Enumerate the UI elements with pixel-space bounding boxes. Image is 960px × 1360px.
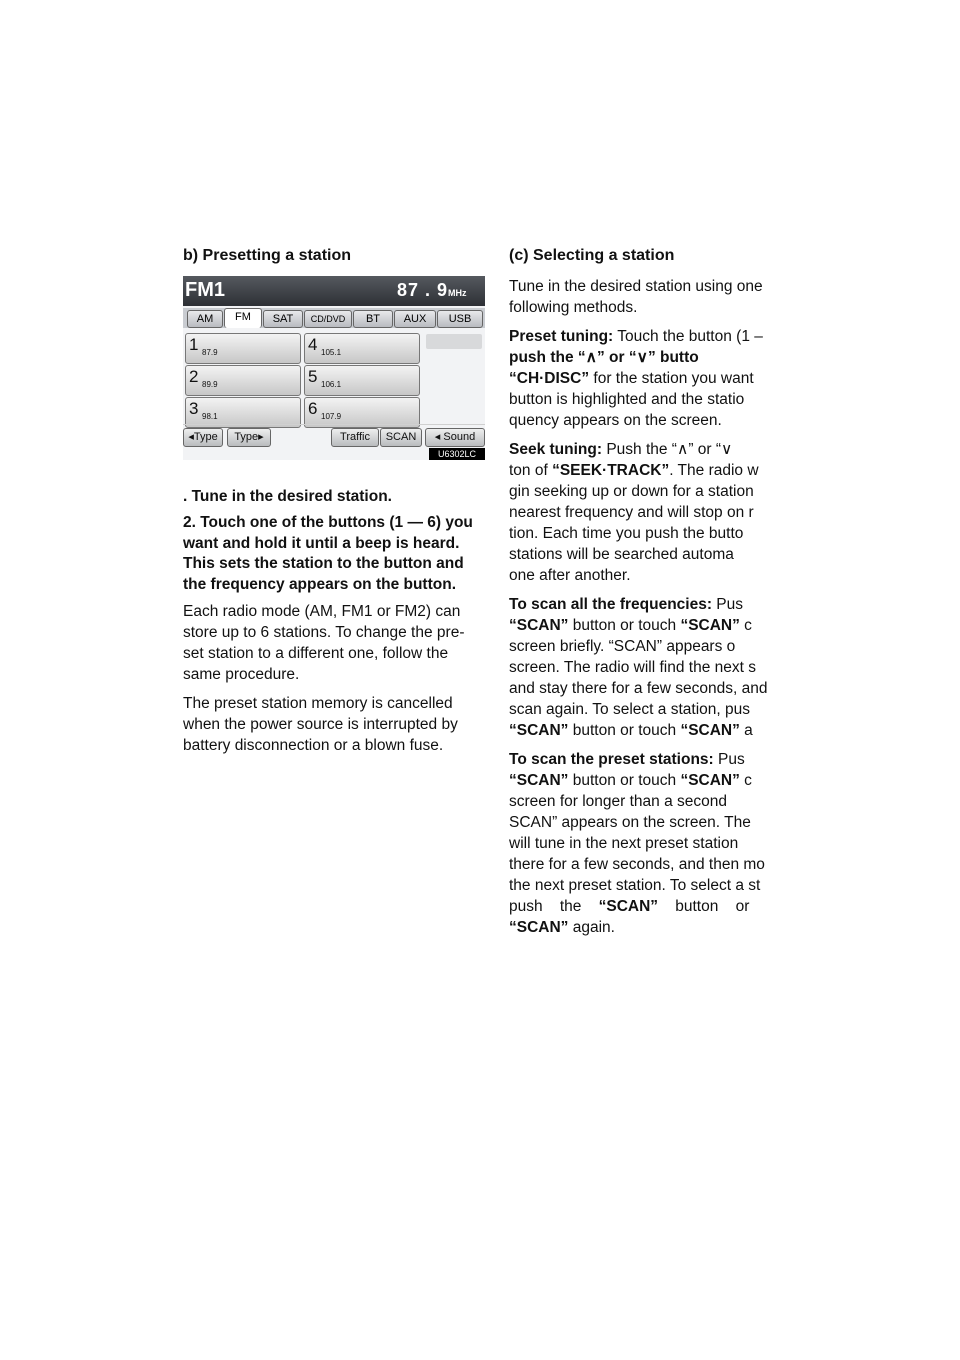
step-1: . Tune in the desired station. — [183, 488, 392, 505]
term-seek-tuning: Seek tuning: — [509, 441, 603, 458]
preset-frequency: 87.9 — [202, 348, 218, 357]
preset-button-5[interactable] — [304, 365, 420, 396]
tab-aux[interactable]: AUX — [394, 310, 436, 328]
paragraph-line: Each radio mode (AM, FM1 or FM2) can — [183, 603, 461, 620]
text-span: Touch the button (1 – — [613, 328, 763, 345]
step-2 — [183, 513, 488, 595]
figure-code: U6302LC — [429, 448, 485, 460]
term-scan-all: To scan all the frequencies: — [509, 596, 712, 613]
paragraph-line — [509, 439, 772, 460]
tab-bt[interactable]: BT — [353, 310, 393, 328]
paragraph-line: stations will be searched automa — [509, 546, 734, 563]
left-column — [183, 246, 488, 754]
tab-fm[interactable]: FM — [224, 308, 262, 328]
preset-frequency: 98.1 — [202, 412, 218, 421]
text-span: “SCAN” — [509, 919, 569, 936]
divider — [183, 424, 485, 425]
paragraph-line: gin seeking up or down for a station — [509, 483, 754, 500]
paragraph-memory — [183, 601, 488, 685]
text-span: c — [739, 617, 752, 634]
sound-button[interactable]: ◂ Sound — [425, 428, 485, 447]
text-span: “SEEK·TRACK” — [552, 462, 670, 479]
tab-usb[interactable]: USB — [437, 310, 483, 328]
paragraph-line: same procedure. — [183, 666, 300, 683]
text-span: button or — [658, 898, 750, 915]
paragraph-line: tion. Each time you push the butto — [509, 525, 744, 542]
text-span: “SCAN” — [680, 772, 740, 789]
paragraph-line: quency appears on the screen. — [509, 412, 722, 429]
type-prev-button[interactable]: ◂Type — [183, 428, 223, 447]
paragraph-line — [509, 347, 772, 368]
preset-frequency: 105.1 — [321, 348, 342, 357]
paragraph-line — [509, 615, 772, 636]
paragraph-line — [509, 770, 772, 791]
paragraph-cancel — [183, 693, 488, 756]
paragraph-line: store up to 6 stations. To change the pre- — [183, 624, 465, 641]
text-span: Push the “∧” or “∨ — [602, 441, 733, 458]
preset-button-4[interactable] — [304, 333, 420, 364]
preset-frequency: 106.1 — [321, 380, 342, 389]
preset-number: 4 — [308, 335, 318, 354]
paragraph-line — [509, 594, 772, 615]
text-span: push the — [509, 898, 599, 915]
step-2-line: This sets the station to the button and — [183, 555, 464, 572]
text-span: ton of — [509, 462, 553, 479]
type-next-button[interactable]: Type▸ — [227, 428, 271, 447]
paragraph-line: there for a few seconds, and then mo — [509, 856, 765, 873]
radio-top-bar — [183, 276, 485, 306]
paragraph-line: nearest frequency and will stop on r — [509, 504, 754, 521]
paragraph-line: Tune in the desired station using one — [509, 278, 763, 295]
text-span: “SCAN” — [509, 772, 569, 789]
step-2-line: 2. Touch one of the buttons (1 — 6) you — [183, 514, 473, 531]
text-span: “SCAN” — [598, 898, 659, 915]
radio-bottom-bar — [183, 428, 485, 446]
text-span: “SCAN” — [680, 722, 740, 739]
scan-button[interactable]: SCAN — [380, 428, 422, 447]
paragraph-line: when the power source is interrupted by — [183, 716, 458, 733]
preset-number: 6 — [308, 399, 318, 418]
term-preset-tuning: Preset tuning: — [509, 328, 614, 345]
text-span: “SCAN” — [509, 617, 569, 634]
band-label: FM1 — [185, 279, 225, 301]
tab-cd-dvd[interactable]: CD/DVD — [304, 310, 352, 328]
right-column — [509, 246, 772, 936]
text-span: “CH·DISC” — [509, 370, 590, 387]
paragraph-line — [509, 749, 772, 770]
text-span: “SCAN” — [509, 722, 569, 739]
paragraph-line: button is highlighted and the statio — [509, 391, 745, 408]
text-span: again. — [568, 919, 615, 936]
blank-indicator — [426, 334, 482, 349]
paragraph-scan-all — [509, 594, 772, 741]
term-scan-preset: To scan the preset stations: — [509, 751, 714, 768]
frequency-value: 87 . 9 — [397, 280, 449, 300]
paragraph-line — [509, 368, 772, 389]
paragraph-scan-preset — [509, 749, 772, 938]
preset-number: 1 — [189, 335, 199, 354]
paragraph-line — [509, 460, 772, 481]
paragraph-line: the next preset station. To select a st — [509, 877, 761, 894]
text-span: for the station you want — [589, 370, 754, 387]
paragraph-line — [509, 326, 772, 347]
paragraph-line: SCAN” appears on the screen. The — [509, 814, 751, 831]
paragraph-line: scan again. To select a station, pus — [509, 701, 750, 718]
text-span: c — [739, 772, 752, 789]
preset-frequency: 89.9 — [202, 380, 218, 389]
text-span: Pus — [713, 751, 745, 768]
section-heading-presetting: b) Presetting a station — [183, 247, 352, 264]
source-tabs — [183, 308, 485, 328]
paragraph-line — [509, 720, 772, 741]
preset-number: 3 — [189, 399, 199, 418]
text-span: button or touch — [568, 617, 681, 634]
paragraph-line: following methods. — [509, 299, 638, 316]
preset-number: 5 — [308, 367, 318, 386]
paragraph-line — [509, 917, 772, 938]
paragraph-line: and stay there for a few seconds, and — [509, 680, 768, 697]
text-span: button or touch — [568, 722, 681, 739]
traffic-button[interactable]: Traffic — [331, 428, 379, 447]
paragraph-line: screen for longer than a second — [509, 793, 727, 810]
tab-am[interactable]: AM — [187, 310, 223, 328]
frequency-unit: MHz — [448, 288, 467, 298]
preset-button-1[interactable] — [185, 333, 301, 364]
paragraph-line: The preset station memory is cancelled — [183, 695, 453, 712]
step-2-line: the frequency appears on the button. — [183, 575, 456, 593]
text-span: Pus — [712, 596, 744, 613]
paragraph-preset-tuning — [509, 326, 772, 431]
paragraph-line: screen briefly. “SCAN” appears o — [509, 638, 736, 655]
paragraph-line: will tune in the next preset station — [509, 835, 739, 852]
paragraph-line: set station to a different one, follow the — [183, 645, 449, 662]
preset-button-2[interactable] — [185, 365, 301, 396]
paragraph-line: screen. The radio will find the next s — [509, 659, 756, 676]
text-span: . The radio w — [669, 462, 759, 479]
section-heading-selecting: (c) Selecting a station — [509, 247, 675, 264]
text-span: “SCAN” — [680, 617, 740, 634]
preset-number: 2 — [189, 367, 199, 386]
paragraph-line: battery disconnection or a blown fuse. — [183, 737, 444, 754]
text-span: push the “∧” or “∨” butto — [509, 349, 699, 366]
radio-screen-figure — [183, 276, 485, 460]
paragraph-seek-tuning — [509, 439, 772, 586]
text-span: button or touch — [568, 772, 681, 789]
paragraph-line — [509, 896, 772, 917]
paragraph-line: one after another. — [509, 567, 631, 584]
text-span: a — [739, 722, 753, 739]
preset-frequency: 107.9 — [321, 412, 342, 421]
paragraph-intro — [509, 276, 772, 318]
step-2-line: want and hold it until a beep is heard. — [183, 534, 460, 552]
tab-sat[interactable]: SAT — [263, 310, 303, 328]
frequency-display — [397, 280, 467, 301]
